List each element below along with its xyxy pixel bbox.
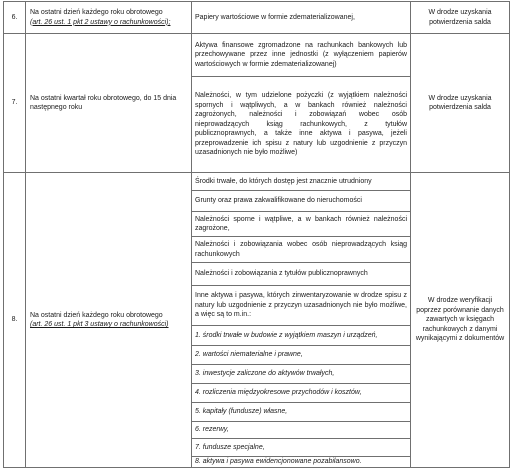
asset-text: Aktywa finansowe zgromadzone na rachunkach bankowych lub przechowywane przez inne jednostki (z wyłączeniem papierów wartościowych w formie zdematerializowanej)	[195, 41, 407, 68]
list-item-text: 2. wartości niematerialne i prawne,	[195, 351, 303, 359]
list-item-text: 1. środki trwałe w budowie z wyjątkiem maszyn i urządzeń,	[195, 331, 378, 339]
list-item-text: Należności i zobowiązania wobec osób nieprowadzących ksiąg rachunkowych	[195, 241, 407, 258]
asset-text: Należności, w tym udzielone pożyczki (z wyjątkiem należności spornych i wątpliwych, a w bankach również należności zagrożonych, należności i zobowiązań wobec osób nieprowadzących ksiąg rachunkowych, z tytułów publicznoprawnych, a także inne aktywa i pasywa, jeżeli przeprowadzenie ich spisu z natury lub uzgodnienie z przyczyn uzasadnionych nie było możliwe)	[195, 92, 407, 157]
list-item-text: Należności i zobowiązania z tytułów publicznoprawnych	[195, 270, 368, 278]
asset-part	[192, 76, 410, 172]
date-cell	[26, 173, 192, 468]
list-item	[192, 364, 410, 383]
list-item-text: Inne aktywa i pasywa, których zinwentaryzowanie w drodze spisu z natury lub uzgodnienie z przyczyn uzasadnionych nie było możliwe, a więc są to m.in.:	[195, 292, 407, 319]
method-cell: W drodze uzyskania potwierdzenia salda	[411, 34, 510, 173]
method-cell: W drodze weryfikacji poprzez porównanie danych zawartych w księgach rachunkowych z danymi wynikającymi z dokumentów	[411, 173, 510, 468]
table-row	[4, 2, 510, 34]
list-item-text: Należności sporne i wątpliwe, a w bankach również należności zagrożone,	[195, 215, 407, 232]
list-item	[192, 285, 410, 325]
list-item	[192, 421, 410, 438]
list-item-text: Środki trwałe, do których dostęp jest znacznie utrudniony	[195, 177, 372, 185]
asset-cell	[192, 34, 411, 173]
list-item-text: 3. inwestycje zaliczone do aktywów trwałych,	[195, 370, 335, 378]
list-item	[192, 402, 410, 421]
method-cell: W drodze uzyskania potwierdzenia salda	[411, 2, 510, 34]
list-item-text: 7. fundusze specjalne,	[195, 443, 265, 451]
date-text: Na ostatni dzień każdego roku obrotowego	[30, 9, 163, 16]
asset-cell	[192, 173, 411, 468]
list-item	[192, 236, 410, 262]
legal-reference: (art. 26 ust. 1 pkt 3 ustawy o rachunkowości)	[30, 321, 169, 328]
date-cell: Na ostatni kwartał roku obrotowego, do 15 dnia następnego roku	[26, 34, 192, 173]
row-number: 6.	[4, 2, 26, 34]
list-item-text: 4. rozliczenia międzyokresowe przychodów i kosztów,	[195, 389, 362, 397]
asset-part	[192, 34, 410, 76]
row-number: 7.	[4, 34, 26, 173]
list-item-text: 8. aktywa i pasywa ewidencjonowane pozabilansowo.	[195, 458, 362, 466]
list-item	[192, 262, 410, 285]
list-item	[192, 325, 410, 345]
list-item	[192, 438, 410, 456]
list-item	[192, 211, 410, 236]
date-cell	[26, 2, 192, 34]
table-row	[4, 173, 510, 468]
inventory-table	[3, 1, 510, 468]
date-text: Na ostatni dzień każdego roku obrotowego	[30, 311, 163, 319]
legal-reference: (art. 26 ust. 1 pkt 2 ustawy o rachunkowości);	[30, 18, 171, 26]
list-item	[192, 456, 410, 467]
row-number: 8.	[4, 173, 26, 468]
list-item-text: Grunty oraz prawa zakwalifikowane do nieruchomości	[195, 197, 362, 205]
list-item	[192, 190, 410, 211]
list-item	[192, 345, 410, 364]
list-item-text: 5. kapitały (fundusze) własne,	[195, 408, 288, 416]
list-item-text: 6. rezerwy,	[195, 426, 229, 434]
list-item	[192, 383, 410, 402]
table-row	[4, 34, 510, 173]
list-item	[192, 173, 410, 190]
asset-cell: Papiery wartościowe w formie zdematerializowanej,	[192, 2, 411, 34]
